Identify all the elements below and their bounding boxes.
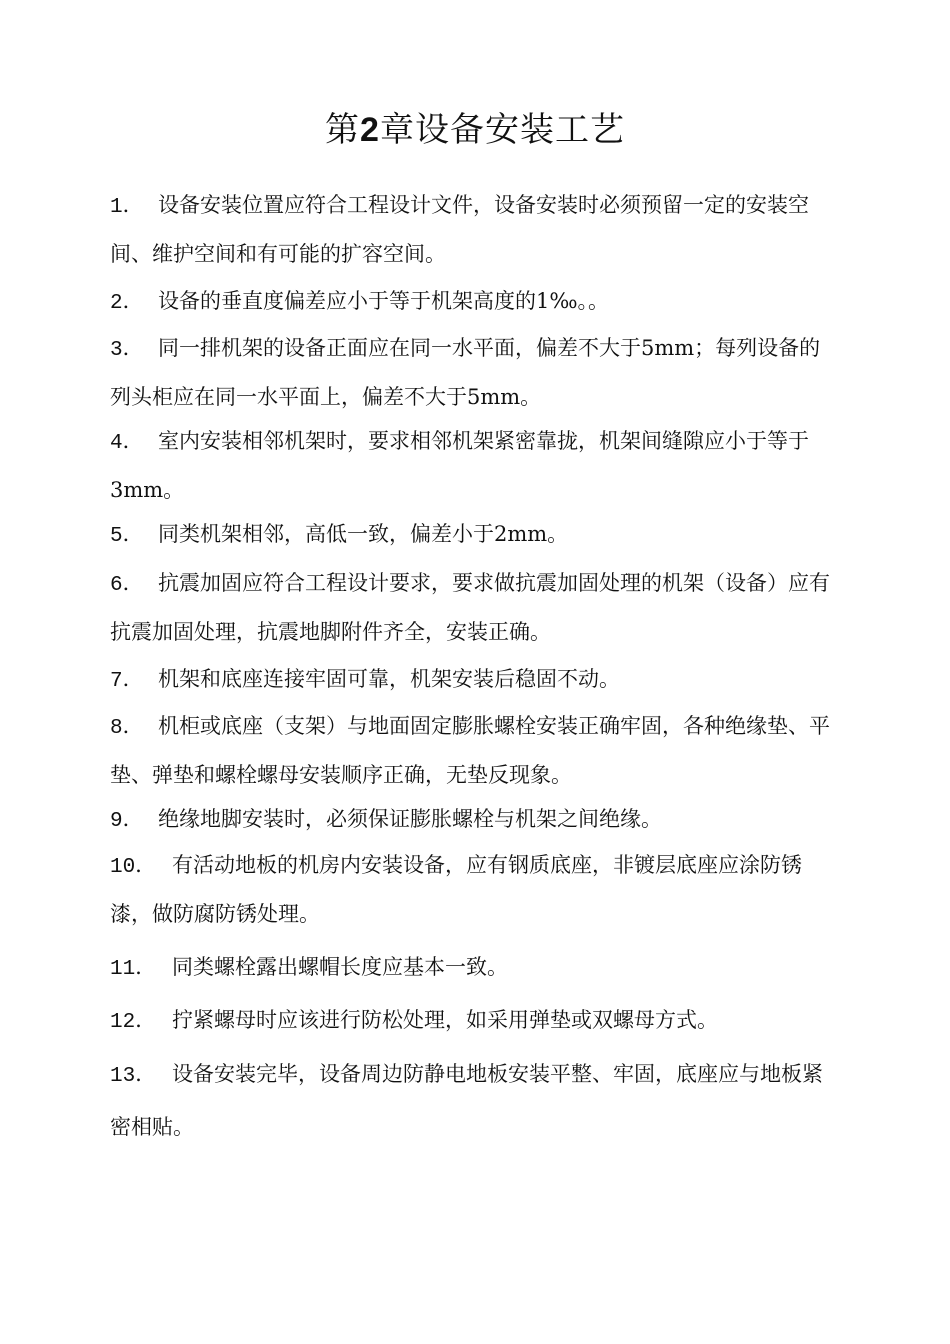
item-text: 同类螺栓露出螺帽长度应基本一致。 <box>172 955 508 979</box>
item-number: 1． <box>110 196 144 219</box>
item-text: 拧紧螺母时应该进行防松处理，如采用弹垫或双螺母方式。 <box>172 1008 718 1032</box>
list-item <box>110 703 840 798</box>
list-item <box>110 418 840 513</box>
list-item <box>110 182 840 277</box>
list-item <box>110 842 840 937</box>
item-number: 10． <box>110 856 157 879</box>
item-number: 13． <box>110 1065 157 1088</box>
item-number: 11． <box>110 958 157 981</box>
item-number: 6． <box>110 574 144 597</box>
item-text: 同类机架相邻，高低一致，偏差小于2mm。 <box>158 522 569 546</box>
title-suffix: 章设备安装工艺 <box>379 110 625 150</box>
list-item <box>110 511 840 560</box>
item-text: 机柜或底座（支架）与地面固定膨胀螺栓安装正确牢固，各种绝缘垫、平垫、弹垫和螺栓螺母安装顺序正确，无垫反现象。 <box>110 714 830 787</box>
title-chapter-number: 2 <box>360 111 380 149</box>
list-item <box>110 325 840 420</box>
list-item <box>110 997 840 1046</box>
list-item <box>110 560 840 655</box>
list-item <box>110 944 840 993</box>
item-text: 设备的垂直度偏差应小于等于机架高度的1‰。。 <box>158 289 610 313</box>
item-text: 绝缘地脚安装时，必须保证膨胀螺栓与机架之间绝缘。 <box>158 807 662 831</box>
item-text: 机架和底座连接牢固可靠，机架安装后稳固不动。 <box>158 667 620 691</box>
item-text: 同一排机架的设备正面应在同一水平面，偏差不大于5mm；每列设备的列头柜应在同一水平面上，偏差不大于5mm。 <box>110 336 821 409</box>
item-text: 设备安装完毕，设备周边防静电地板安装平整、牢固，底座应与地板紧密相贴。 <box>110 1062 823 1139</box>
item-text: 抗震加固应符合工程设计要求，要求做抗震加固处理的机架（设备）应有抗震加固处理，抗震地脚附件齐全，安装正确。 <box>110 571 830 644</box>
item-text: 设备安装位置应符合工程设计文件，设备安装时必须预留一定的安装空间、维护空间和有可能的扩容空间。 <box>110 193 809 266</box>
list-item <box>110 796 840 845</box>
list-item <box>110 656 840 705</box>
item-number: 4． <box>110 432 144 455</box>
list-item <box>110 1049 840 1152</box>
title-prefix: 第 <box>325 110 361 150</box>
item-number: 5． <box>110 525 144 548</box>
item-number: 7． <box>110 670 144 693</box>
item-number: 9． <box>110 810 144 833</box>
item-number: 8． <box>110 717 144 740</box>
item-text: 有活动地板的机房内安装设备，应有钢质底座，非镀层底座应涂防锈漆，做防腐防锈处理。 <box>110 853 802 926</box>
page-title <box>0 100 950 160</box>
item-number: 2． <box>110 292 144 315</box>
item-text: 室内安装相邻机架时，要求相邻机架紧密靠拢，机架间缝隙应小于等于3mm。 <box>110 429 809 502</box>
list-item <box>110 278 840 327</box>
item-number: 12． <box>110 1011 157 1034</box>
item-number: 3． <box>110 339 144 362</box>
